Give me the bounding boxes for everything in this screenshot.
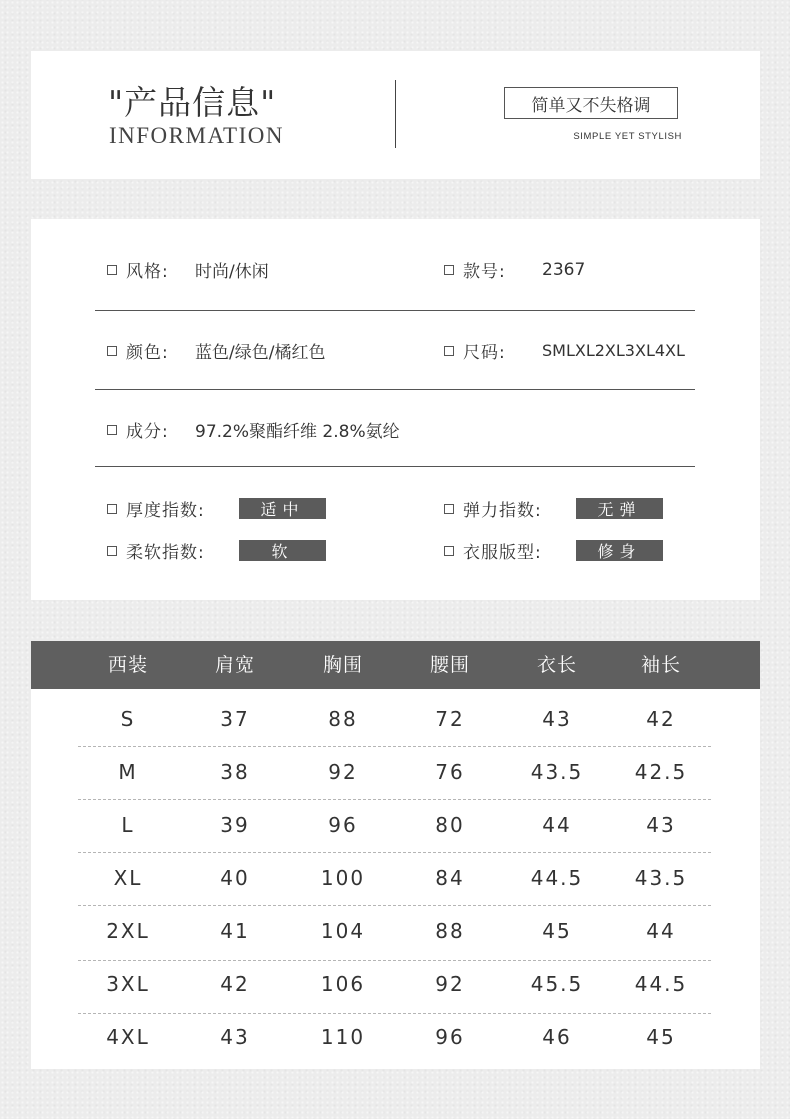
table-cell: 43 <box>542 707 572 731</box>
table-cell: 104 <box>320 919 366 943</box>
attr-softness <box>107 538 294 563</box>
table-row <box>31 693 760 746</box>
table-cell: 96 <box>328 813 358 837</box>
attr-color <box>107 338 326 363</box>
checkbox-square-icon <box>444 546 454 556</box>
table-cell: 45 <box>542 919 572 943</box>
table-cell: 44.5 <box>634 972 688 996</box>
checkbox-square-icon <box>107 504 117 514</box>
table-cell: 42 <box>220 972 250 996</box>
table-cell: 38 <box>220 760 250 784</box>
product-attributes-panel <box>31 219 760 600</box>
checkbox-square-icon <box>107 346 117 356</box>
header-cell: 胸围 <box>322 654 363 676</box>
table-cell: 44.5 <box>530 866 584 890</box>
checkbox-square-icon <box>444 265 454 275</box>
table-cell: S <box>120 707 136 731</box>
table-row <box>31 905 760 958</box>
attr-fit <box>444 538 642 563</box>
table-cell: 46 <box>542 1025 572 1049</box>
table-cell: 37 <box>220 707 250 731</box>
table-cell: 39 <box>220 813 250 837</box>
attr-style-label: 风格: <box>126 262 169 282</box>
slogan-english: SIMPLE YET STYLISH <box>573 131 682 142</box>
attr-size-label: 尺码: <box>463 343 506 363</box>
table-cell: 43 <box>646 813 676 837</box>
table-cell: 88 <box>328 707 358 731</box>
attr-size-value: SMLXL2XL3XL4XL <box>542 341 685 360</box>
info-header-panel <box>31 51 760 179</box>
checkbox-square-icon <box>107 265 117 275</box>
attr-elasticity-label: 弹力指数: <box>463 501 542 521</box>
attr-model-label: 款号: <box>463 262 506 282</box>
product-info-title: "产品信息" <box>108 83 277 122</box>
slogan-box: 简单又不失格调 <box>504 87 678 119</box>
attr-thickness-label: 厚度指数: <box>126 501 205 521</box>
table-cell: 43.5 <box>634 866 688 890</box>
table-row <box>31 1011 760 1064</box>
header-cell: 衣长 <box>536 654 577 676</box>
table-row <box>31 746 760 799</box>
checkbox-square-icon <box>444 346 454 356</box>
table-cell: 45 <box>646 1025 676 1049</box>
size-chart-panel <box>31 641 760 1069</box>
table-cell: 4XL <box>106 1025 150 1049</box>
table-cell: L <box>121 813 135 837</box>
table-cell: 76 <box>435 760 465 784</box>
table-cell: 88 <box>435 919 465 943</box>
table-cell: 72 <box>435 707 465 731</box>
checkbox-square-icon <box>107 425 117 435</box>
table-row <box>31 852 760 905</box>
attr-softness-tag: 软 <box>239 540 326 561</box>
divider-line <box>95 466 695 467</box>
attr-material <box>107 417 400 442</box>
table-cell: 42 <box>646 707 676 731</box>
table-cell: 96 <box>435 1025 465 1049</box>
table-cell: 42.5 <box>634 760 688 784</box>
table-row <box>31 799 760 852</box>
attr-model-value: 2367 <box>542 259 586 280</box>
table-cell: 45.5 <box>530 972 584 996</box>
table-cell: 100 <box>320 866 366 890</box>
attr-thickness <box>107 496 305 521</box>
checkbox-square-icon <box>107 546 117 556</box>
table-cell: 41 <box>220 919 250 943</box>
table-cell: M <box>118 760 138 784</box>
attr-thickness-tag: 适中 <box>239 498 326 519</box>
header-cell: 袖长 <box>640 654 681 676</box>
attr-fit-label: 衣服版型: <box>463 543 542 563</box>
table-cell: 44 <box>542 813 572 837</box>
attr-material-label: 成分: <box>126 422 169 442</box>
table-cell: 106 <box>320 972 366 996</box>
size-table-header <box>31 641 760 689</box>
table-cell: 3XL <box>106 972 150 996</box>
header-divider <box>395 80 396 148</box>
header-cell: 肩宽 <box>214 654 255 676</box>
table-cell: 80 <box>435 813 465 837</box>
attr-elasticity <box>444 496 642 521</box>
attr-style-value: 时尚/休闲 <box>195 262 269 282</box>
attr-fit-tag: 修身 <box>576 540 663 561</box>
attr-softness-label: 柔软指数: <box>126 543 205 563</box>
divider-line <box>95 310 695 311</box>
header-cell: 腰围 <box>429 654 470 676</box>
attr-style <box>107 257 269 282</box>
table-cell: 2XL <box>106 919 150 943</box>
attr-elasticity-tag: 无弹 <box>576 498 663 519</box>
divider-line <box>95 389 695 390</box>
table-cell: 44 <box>646 919 676 943</box>
information-subtitle: INFORMATION <box>109 123 284 148</box>
header-cell: 西装 <box>107 654 148 676</box>
table-cell: 92 <box>328 760 358 784</box>
table-cell: 43 <box>220 1025 250 1049</box>
attr-size <box>444 338 685 363</box>
table-cell: XL <box>113 866 143 890</box>
checkbox-square-icon <box>444 504 454 514</box>
table-row <box>31 958 760 1011</box>
attr-color-label: 颜色: <box>126 343 169 363</box>
table-cell: 40 <box>220 866 250 890</box>
table-cell: 43.5 <box>530 760 584 784</box>
attr-material-value: 97.2%聚酯纤维 2.8%氨纶 <box>195 422 400 442</box>
table-cell: 110 <box>320 1025 366 1049</box>
attr-color-value: 蓝色/绿色/橘红色 <box>195 343 326 363</box>
table-cell: 92 <box>435 972 465 996</box>
table-cell: 84 <box>435 866 465 890</box>
attr-model <box>444 257 586 282</box>
